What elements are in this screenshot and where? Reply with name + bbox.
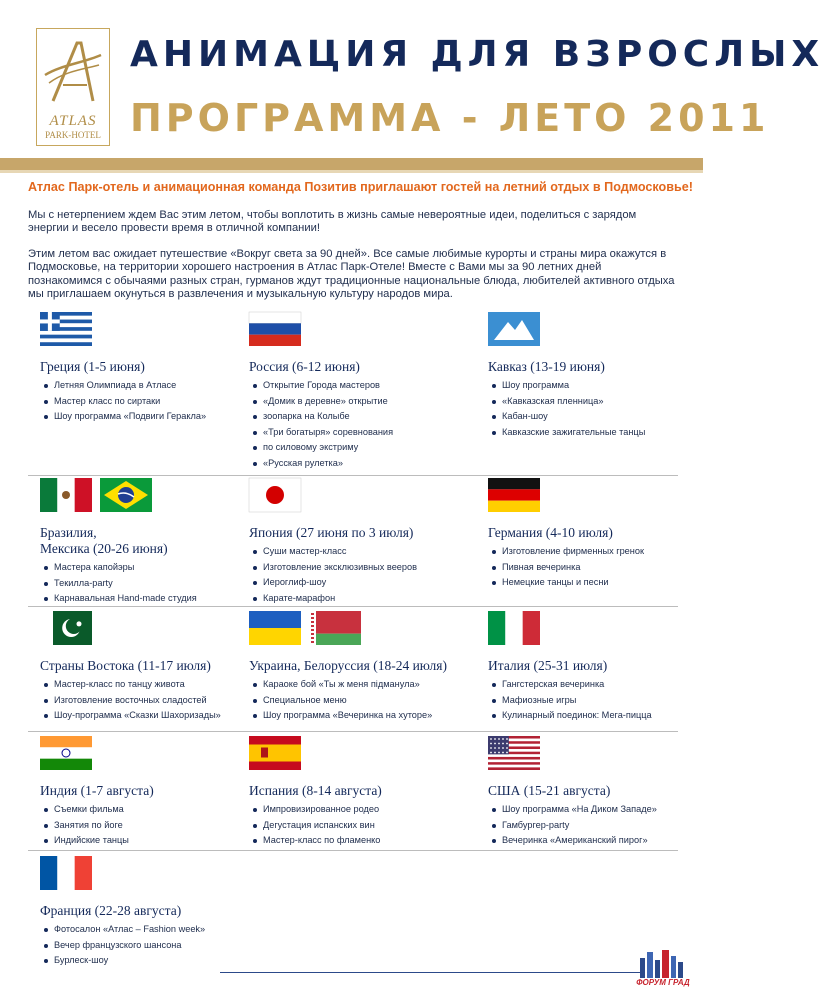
forum-watermark-text: ФОРУМ ГРАД (636, 978, 690, 987)
week-activities (488, 378, 645, 440)
week-title: Индия (1-7 августа) (40, 783, 154, 798)
week-activities (40, 378, 206, 425)
activity-item: Шоу программа «Вечеринка на хуторе» (249, 708, 432, 724)
week-flags (40, 611, 92, 647)
intro-paragraph-1: Мы с нетерпением ждем Вас этим летом, чтобы воплотить в жизнь самые невероятные идеи, поделиться с зарядом энергии и весело провести время в отличной компании! (28, 209, 637, 235)
flag-france-icon (40, 856, 92, 892)
activity-item: Импровизированное родео (249, 802, 380, 818)
week-flags (40, 312, 92, 348)
activity-item: Мастер-класс по танцу живота (40, 677, 221, 693)
week-flags (488, 611, 540, 647)
activity-item: Шоу программа «Подвиги Геракла» (40, 409, 206, 425)
activity-item: Текилла-party (40, 576, 197, 592)
flag-mexico-icon (40, 478, 92, 514)
activity-item: Шоу программа «На Диком Западе» (488, 802, 657, 818)
week-title: Испания (8-14 августа) (249, 783, 382, 798)
flag-usa-icon (488, 736, 540, 772)
activity-item: Изготовление фирменных гренок (488, 544, 644, 560)
row-separator (28, 731, 678, 732)
week-title: Германия (4-10 июля) (488, 525, 613, 540)
activity-item: Фотосалон «Атлас – Fashion week» (40, 922, 205, 938)
activity-item: Кабан-шоу (488, 409, 645, 425)
activity-item: Кулинарный поединок: Мега-пицца (488, 708, 652, 724)
flag-pakistan-icon (40, 611, 92, 647)
activity-item: Вечер французского шансона (40, 938, 205, 954)
activity-item: по силовому экстриму (249, 440, 393, 456)
city-skyline-icon (628, 948, 698, 978)
flag-ukraine-icon (249, 611, 301, 647)
flag-spain-icon (249, 736, 301, 772)
activity-item: Занятия по йоге (40, 818, 129, 834)
week-activities (249, 544, 417, 606)
week-title: Страны Востока (11-17 июля) (40, 658, 211, 673)
week-title-line-2: Мексика (20-26 июня) (40, 541, 168, 556)
activity-item: Суши мастер-класс (249, 544, 417, 560)
flag-greece-icon (40, 312, 92, 348)
week-flags (249, 312, 301, 348)
activity-item: Немецкие танцы и песни (488, 575, 644, 591)
activity-item: Шоу-программа «Сказки Шахоризады» (40, 708, 221, 724)
activity-item: «Домик в деревне» открытие (249, 394, 393, 410)
week-flags (249, 478, 301, 514)
flag-germany-icon (488, 478, 540, 514)
activity-item: Дегустация испанских вин (249, 818, 380, 834)
gold-band-light (0, 170, 703, 173)
activity-item: Летняя Олимпиада в Атласе (40, 378, 206, 394)
week-activities (488, 677, 652, 724)
activity-item: Изготовление эксклюзивных вееров (249, 560, 417, 576)
logo-name: ATLAS (49, 113, 97, 129)
row-separator (28, 475, 678, 476)
week-flags (488, 312, 540, 348)
activity-item: Мастер класс по сиртаки (40, 394, 206, 410)
flag-brazil-icon (100, 478, 152, 514)
week-title: США (15-21 августа) (488, 783, 611, 798)
activity-item: Съемки фильма (40, 802, 129, 818)
page-title: АНИМАЦИЯ ДЛЯ ВЗРОСЛЫХ (130, 34, 824, 75)
page-header (0, 0, 824, 160)
activity-item: Карате-марафон (249, 591, 417, 607)
week-flags (488, 478, 540, 514)
week-flags (40, 736, 92, 772)
gold-band (0, 158, 703, 170)
week-title: Греция (1-5 июня) (40, 359, 145, 374)
activity-item: Иероглиф-шоу (249, 575, 417, 591)
week-title: Италия (25-31 июля) (488, 658, 608, 673)
week-activities (488, 544, 644, 591)
atlas-logo (36, 28, 110, 146)
week-activities (40, 802, 129, 849)
flag-caucasus-icon (488, 312, 540, 348)
flag-italy-icon (488, 611, 540, 647)
activity-item: Специальное меню (249, 693, 432, 709)
activity-item: Мафиозные игры (488, 693, 652, 709)
activity-item: Мастера капойэры (40, 560, 197, 576)
week-title: Россия (6-12 июня) (249, 359, 360, 374)
activity-item: Открытие Города мастеров (249, 378, 393, 394)
week-title: Япония (27 июня по 3 июля) (249, 525, 414, 540)
week-title: Украина, Белоруссия (18-24 июля) (249, 658, 447, 673)
week-title: Кавказ (13-19 июня) (488, 359, 605, 374)
activity-item: Шоу программа (488, 378, 645, 394)
week-activities (249, 677, 432, 724)
intro-paragraph-2: Этим летом вас ожидает путешествие «Вокруг света за 90 дней». Все самые любимые курорты и страны мира окажутся в Подмосковье, на территории хорошего настроения в Атлас Парк-Отеле! Вместе с Вами мы за 90 летних дней познакомимся с обычаями разных стран, гурманов ждут традиционные национальные блюда, любителей активного отдыха мы приглашаем окунуться в развлечения и музыкальную культуру народов мира. (28, 248, 675, 301)
week-activities (40, 677, 221, 724)
activity-item: Мастер-класс по фламенко (249, 833, 380, 849)
week-activities (249, 802, 380, 849)
atlas-a-icon (43, 35, 103, 111)
week-flags (249, 736, 301, 772)
logo-sub: PARK-HOTEL (45, 130, 101, 140)
activity-item: Гангстерская вечеринка (488, 677, 652, 693)
forum-watermark (628, 948, 698, 992)
week-title: Бразилия, (40, 525, 97, 540)
activity-item: Караоке бой «Ты ж меня пiдманула» (249, 677, 432, 693)
activity-item: «Три богатыря» соревнования (249, 425, 393, 441)
activity-item: «Русская рулетка» (249, 456, 393, 472)
activity-item: Бурлеск-шоу (40, 953, 205, 969)
activity-item: «Кавказская пленница» (488, 394, 645, 410)
activity-item: Гамбургер-party (488, 818, 657, 834)
activity-item: зоопарка на Колыбе (249, 409, 393, 425)
week-flags (40, 856, 92, 892)
flag-japan-icon (249, 478, 301, 514)
week-activities (40, 560, 197, 607)
week-activities (40, 922, 205, 969)
week-flags (249, 611, 361, 647)
week-flags (40, 478, 152, 514)
flag-india-icon (40, 736, 92, 772)
activity-item: Пивная вечеринка (488, 560, 644, 576)
week-flags (488, 736, 540, 772)
intro-lead: Атлас Парк-отель и анимационная команда Позитив приглашают гостей на летний отдых в Подмосковье! (28, 180, 693, 194)
row-separator (28, 606, 678, 607)
week-title: Франция (22-28 августа) (40, 903, 182, 918)
week-activities (488, 802, 657, 849)
page-subtitle: ПРОГРАММА - ЛЕТО 2011 (130, 96, 770, 140)
footer-line (220, 972, 640, 973)
flag-belarus-icon (309, 611, 361, 647)
activity-item: Изготовление восточных сладостей (40, 693, 221, 709)
row-separator (28, 850, 678, 851)
activity-item: Индийские танцы (40, 833, 129, 849)
activity-item: Вечеринка «Американский пирог» (488, 833, 657, 849)
flag-russia-icon (249, 312, 301, 348)
activity-item: Кавказские зажигательные танцы (488, 425, 645, 441)
week-activities (249, 378, 393, 471)
activity-item: Карнавальная Hand-made студия (40, 591, 197, 607)
